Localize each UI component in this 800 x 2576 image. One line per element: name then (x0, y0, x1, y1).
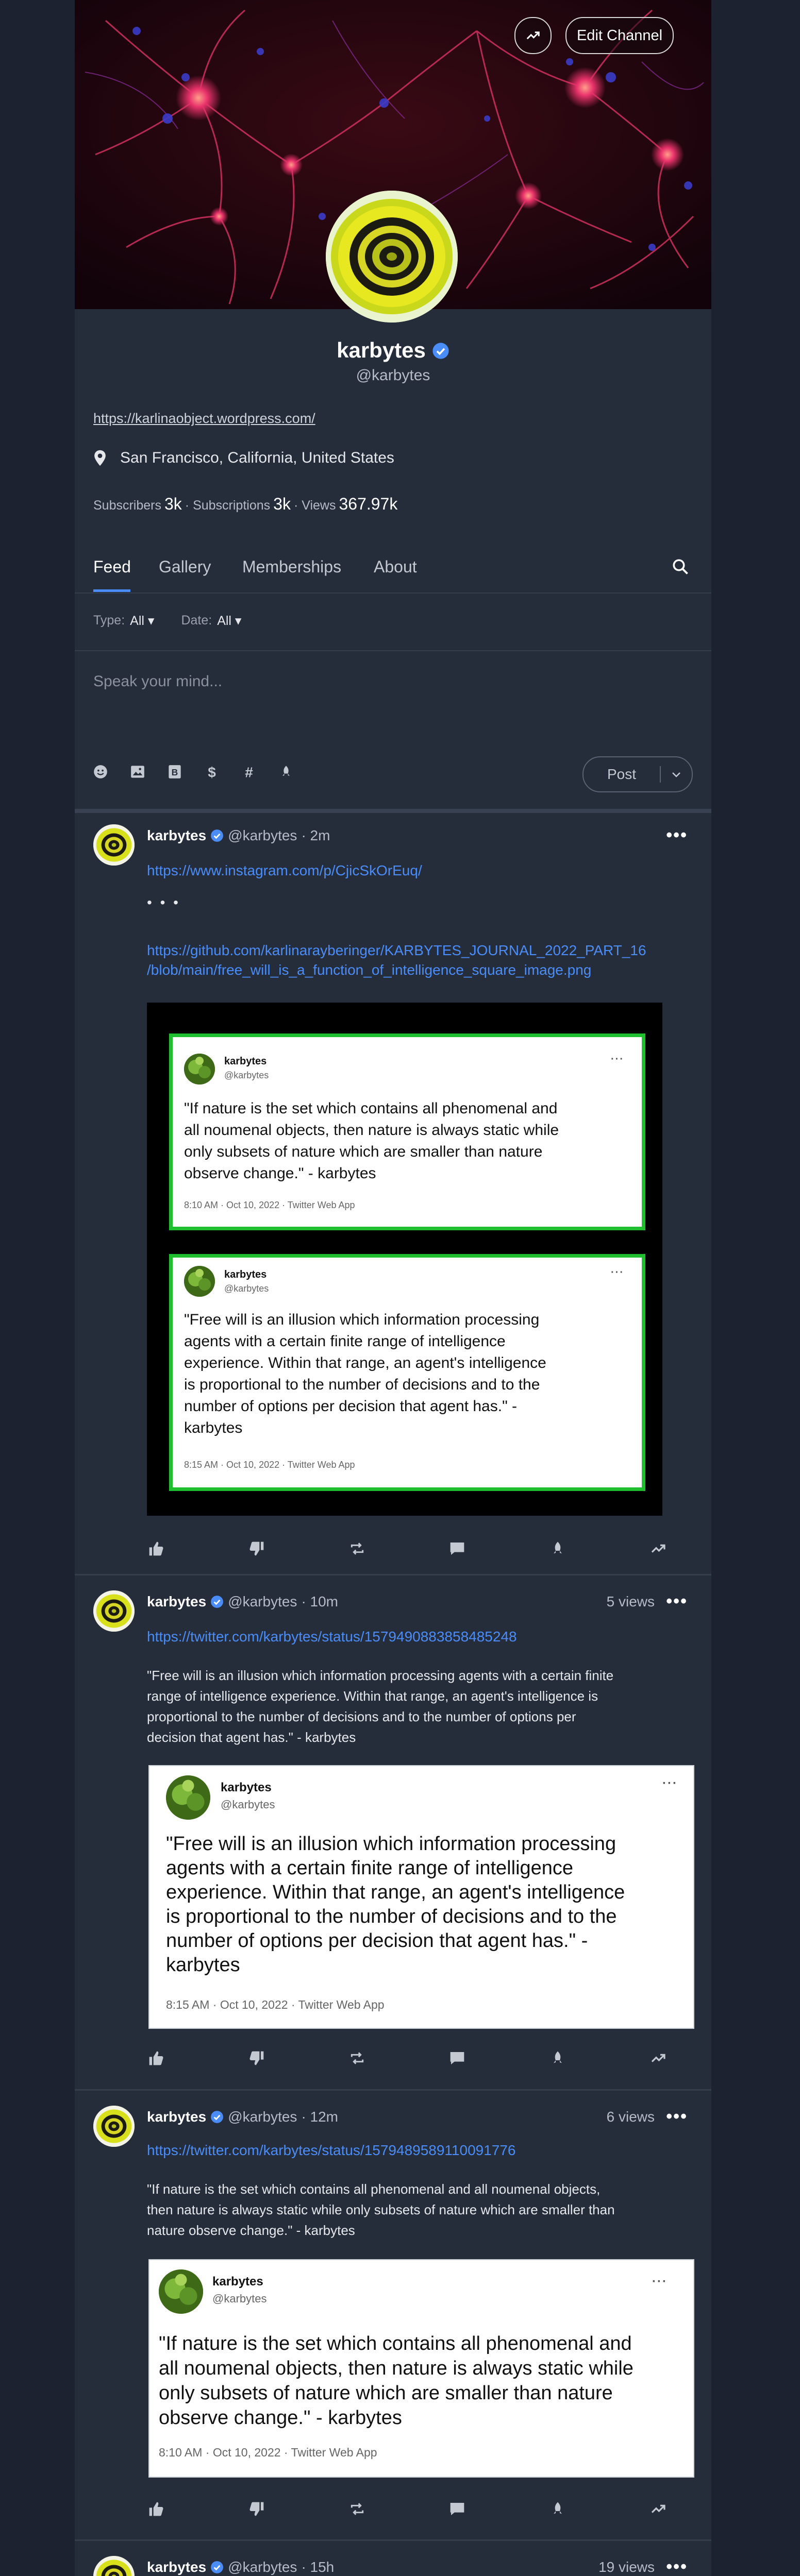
link-line-1[interactable]: https://github.com/karlinarayberinger/KARBYTES_JOURNAL_2022_PART_16 (147, 942, 646, 958)
tweet-text-line: experience. Within that range, an agent's intelligence (184, 1354, 546, 1371)
karbytes-logo-image (326, 191, 458, 323)
tweet-timestamp: 8:10 AM · Oct 10, 2022 · Twitter Web App (159, 2446, 377, 2459)
thumbs-down-icon[interactable] (247, 2500, 266, 2518)
svg-text:#: # (245, 765, 253, 779)
date-filter-label: Date: (181, 613, 212, 628)
hashtag-icon[interactable] (242, 765, 256, 779)
verified-badge-icon (210, 2561, 224, 2574)
post-header (147, 1594, 338, 1610)
post-actions (147, 2049, 668, 2067)
post-author-avatar[interactable] (93, 2106, 135, 2147)
tweet-more-icon: ··· (611, 1054, 624, 1065)
post-timestamp[interactable]: · 12m (301, 2109, 339, 2125)
analytics-button[interactable] (514, 17, 552, 54)
subscriptions-label: · Subscriptions (185, 498, 271, 513)
feed-post (75, 1574, 711, 2091)
tweet-text-line: karbytes (166, 1954, 240, 1976)
post-menu-icon[interactable]: ••• (666, 825, 688, 845)
tweet-author-name: karbytes (212, 2275, 263, 2289)
tweet-text (166, 1832, 625, 1977)
edit-channel-button[interactable]: Edit Channel (565, 17, 674, 54)
remind-icon[interactable] (348, 2500, 366, 2518)
tweet-text-line: all noumenal objects, then nature is always static while (159, 2358, 634, 2379)
tweet-avatar (159, 2269, 203, 2314)
tweet-text-line: only subsets of nature which are smaller than nature (159, 2382, 613, 2404)
tweet-author-handle: @karbytes (224, 1070, 269, 1080)
tweet-text-line: is proportional to the number of decisions and to the (184, 1376, 540, 1393)
tweet-text-line: "If nature is the set which contains all phenomenal and (159, 2333, 632, 2354)
post-author-handle: @karbytes (228, 1594, 297, 1609)
post-link[interactable]: https://twitter.com/karbytes/status/1579489589110091776 (147, 2142, 516, 2158)
tweet-more-icon: ··· (611, 1267, 624, 1278)
tweet-author-handle: @karbytes (221, 1798, 275, 1811)
post-author-name[interactable]: karbytes (147, 1594, 207, 1609)
tweet-text-line: "Free will is an illusion which information processing (166, 1833, 616, 1855)
post-text-line: range of intelligence experience. Within that range, an agent's intelligence is (147, 1688, 598, 1704)
post-views: 5 views (606, 1594, 655, 1609)
post-text-line: "If nature is the set which contains all phenomenal and all noumenal objects, (147, 2181, 601, 2197)
post-author-handle: @karbytes (228, 2559, 297, 2575)
tweet-text-line: "If nature is the set which contains all phenomenal and (184, 1100, 558, 1117)
thumbs-down-icon[interactable] (247, 2049, 266, 2067)
verified-badge-icon (210, 1595, 224, 1608)
post-button-label[interactable]: Post (584, 766, 661, 783)
feed-filters (93, 613, 241, 629)
tweet-more-icon: ··· (652, 2275, 668, 2289)
post-header (147, 2109, 338, 2125)
tab-feed[interactable]: Feed (93, 557, 131, 576)
channel-tabs (75, 546, 711, 594)
post-text (147, 2179, 691, 2241)
post-header (147, 827, 330, 844)
trending-up-icon (525, 28, 541, 43)
tweet-text (159, 2331, 634, 2430)
tweet-author-handle: @karbytes (212, 2292, 267, 2305)
remind-icon[interactable] (348, 2049, 366, 2067)
views-label: · Views (293, 498, 336, 513)
post-views: 19 views (598, 2559, 655, 2575)
tweet-avatar (166, 1775, 210, 1820)
image-icon[interactable] (130, 765, 145, 779)
type-filter-dropdown[interactable]: All ▾ (130, 614, 155, 628)
tweet-text-line: all noumenal objects, then nature is always static while (184, 1122, 559, 1139)
tweet-author-name: karbytes (224, 1056, 267, 1067)
channel-column (75, 0, 711, 2576)
tweet-text-line: agents with a certain finite range of intelligence (166, 1857, 574, 1879)
remind-icon[interactable] (348, 1539, 366, 1558)
tweet-text-line: number of options per decision that agent has." - (184, 1398, 518, 1415)
post-author-name[interactable]: karbytes (147, 2109, 207, 2125)
thumbs-up-icon[interactable] (147, 1539, 165, 1558)
post-author-avatar[interactable] (93, 1590, 135, 1632)
comment-icon[interactable] (448, 2049, 466, 2067)
post-image[interactable] (148, 2259, 694, 2478)
channel-name (75, 338, 711, 363)
tweet-text-line: karbytes (184, 1419, 243, 1436)
post-text-line: nature observe change." - karbytes (147, 2223, 355, 2238)
tweet-text-line: agents with a certain finite range of intelligence (184, 1333, 506, 1350)
tweet-author-name: karbytes (224, 1269, 267, 1280)
channel-stats (93, 495, 401, 514)
chevron-down-icon[interactable] (661, 768, 692, 781)
post-link[interactable]: https://twitter.com/karbytes/status/1579490883858485248 (147, 1629, 517, 1645)
post-composer (75, 650, 711, 813)
post-image[interactable] (147, 1003, 662, 1516)
post-author-handle: @karbytes (228, 827, 297, 843)
location-pin-icon (93, 449, 107, 467)
tweet-text (184, 1309, 546, 1439)
tweet-timestamp: 8:15 AM · Oct 10, 2022 · Twitter Web App (184, 1460, 355, 1470)
boost-icon[interactable] (548, 2500, 567, 2518)
channel-name-text: karbytes (337, 338, 426, 362)
tab-about[interactable]: About (374, 557, 417, 576)
post-text-line: proportional to the number of decisions and to the number of options per (147, 1709, 576, 1724)
emoji-icon[interactable] (93, 765, 108, 779)
post-menu-icon[interactable]: ••• (666, 2107, 688, 2126)
post-author-name[interactable]: karbytes (147, 827, 207, 843)
verified-badge-icon (210, 829, 224, 842)
tweet-author-name: karbytes (221, 1781, 272, 1794)
thumbs-up-icon[interactable] (147, 2500, 165, 2518)
tweet-timestamp: 8:10 AM · Oct 10, 2022 · Twitter Web App (184, 1200, 355, 1210)
post-text-line: "Free will is an illusion which information processing agents with a certain finite (147, 1668, 614, 1683)
comment-icon[interactable] (448, 1539, 466, 1558)
post-button[interactable] (582, 756, 693, 792)
composer-toolbar (93, 765, 293, 779)
channel-location (93, 449, 394, 467)
tweet-avatar (184, 1054, 215, 1084)
boost-icon[interactable] (279, 765, 293, 779)
embedded-tweet-image (169, 1254, 645, 1491)
tweet-text-line: observe change." - karbytes (184, 1165, 376, 1182)
post-dots: • • • (147, 894, 180, 910)
search-icon[interactable] (671, 557, 690, 579)
dollar-icon[interactable] (205, 765, 219, 779)
channel-avatar[interactable] (326, 191, 458, 323)
post-link-github[interactable] (147, 941, 646, 980)
post-author-handle: @karbytes (228, 2109, 297, 2125)
type-filter-label: Type: (93, 613, 125, 628)
views-count: 367.97k (339, 495, 398, 513)
embedded-tweet-image (169, 1033, 645, 1230)
link-line-2[interactable]: /blob/main/free_will_is_a_function_of_intelligence_square_image.png (147, 962, 592, 978)
location-text: San Francisco, California, United States (120, 449, 394, 466)
tab-gallery[interactable]: Gallery (159, 557, 211, 576)
post-header (147, 2559, 334, 2575)
tweet-text-line: number of options per decision that agent has." - (166, 1930, 588, 1952)
feed-post (75, 2539, 711, 2576)
thumbs-down-icon[interactable] (247, 1539, 266, 1558)
post-menu-icon[interactable]: ••• (666, 1591, 688, 1611)
svg-text:B: B (171, 767, 178, 777)
tweet-text-line: only subsets of nature which are smaller than nature (184, 1143, 543, 1160)
tweet-author-handle: @karbytes (224, 1283, 269, 1294)
post-views: 6 views (606, 2109, 655, 2125)
verified-badge-icon (210, 2110, 224, 2124)
tweet-more-icon: ··· (662, 1776, 678, 1790)
blog-icon[interactable] (168, 765, 182, 779)
verified-badge-icon (432, 340, 449, 358)
boost-icon[interactable] (548, 2049, 567, 2067)
active-tab-indicator (93, 589, 130, 592)
post-text-line: then nature is always static while only subsets of nature which are smaller than (147, 2202, 615, 2217)
tab-memberships[interactable]: Memberships (242, 557, 342, 576)
post-author-avatar[interactable] (93, 2556, 135, 2576)
tweet-text (184, 1098, 559, 1184)
composer-input[interactable]: Speak your mind... (93, 673, 223, 690)
post-author-name[interactable]: karbytes (147, 2559, 207, 2575)
tweet-text-line: "Free will is an illusion which information processing (184, 1311, 540, 1328)
post-timestamp[interactable]: · 2m (301, 827, 330, 843)
boost-icon[interactable] (548, 1539, 567, 1558)
svg-text:$: $ (208, 765, 216, 779)
post-timestamp[interactable]: · 10m (301, 1594, 339, 1609)
tweet-text-line: experience. Within that range, an agent's intelligence (166, 1882, 625, 1903)
channel-handle: @karbytes (356, 367, 430, 384)
comment-icon[interactable] (448, 2500, 466, 2518)
post-author-avatar[interactable] (93, 824, 135, 866)
channel-website-link[interactable]: https://karlinaobject.wordpress.com/ (93, 411, 315, 426)
tweet-text-line: observe change." - karbytes (159, 2407, 402, 2429)
post-timestamp[interactable]: · 15h (301, 2559, 335, 2575)
post-image[interactable] (148, 1765, 694, 2029)
post-text-line: decision that agent has." - karbytes (147, 1730, 356, 1745)
post-link[interactable]: https://www.instagram.com/p/CjicSkOrEuq/ (147, 862, 422, 878)
tweet-avatar (184, 1266, 215, 1297)
feed-post (75, 808, 711, 1575)
thumbs-up-icon[interactable] (147, 2049, 165, 2067)
tweet-timestamp: 8:15 AM · Oct 10, 2022 · Twitter Web App (166, 1998, 385, 2011)
subscriptions-count[interactable]: 3k (273, 495, 291, 513)
post-actions (147, 2500, 668, 2518)
subscribers-label: Subscribers (93, 498, 161, 513)
trending-up-icon[interactable] (649, 2500, 668, 2518)
post-menu-icon[interactable]: ••• (666, 2557, 688, 2576)
trending-up-icon[interactable] (649, 1539, 668, 1558)
trending-up-icon[interactable] (649, 2049, 668, 2067)
post-actions (147, 1539, 668, 1558)
subscribers-count[interactable]: 3k (164, 495, 182, 513)
post-text (147, 1665, 691, 1748)
feed-post (75, 2089, 711, 2541)
date-filter-dropdown[interactable]: All ▾ (217, 614, 242, 628)
tweet-text-line: is proportional to the number of decisions and to the (166, 1906, 617, 1927)
